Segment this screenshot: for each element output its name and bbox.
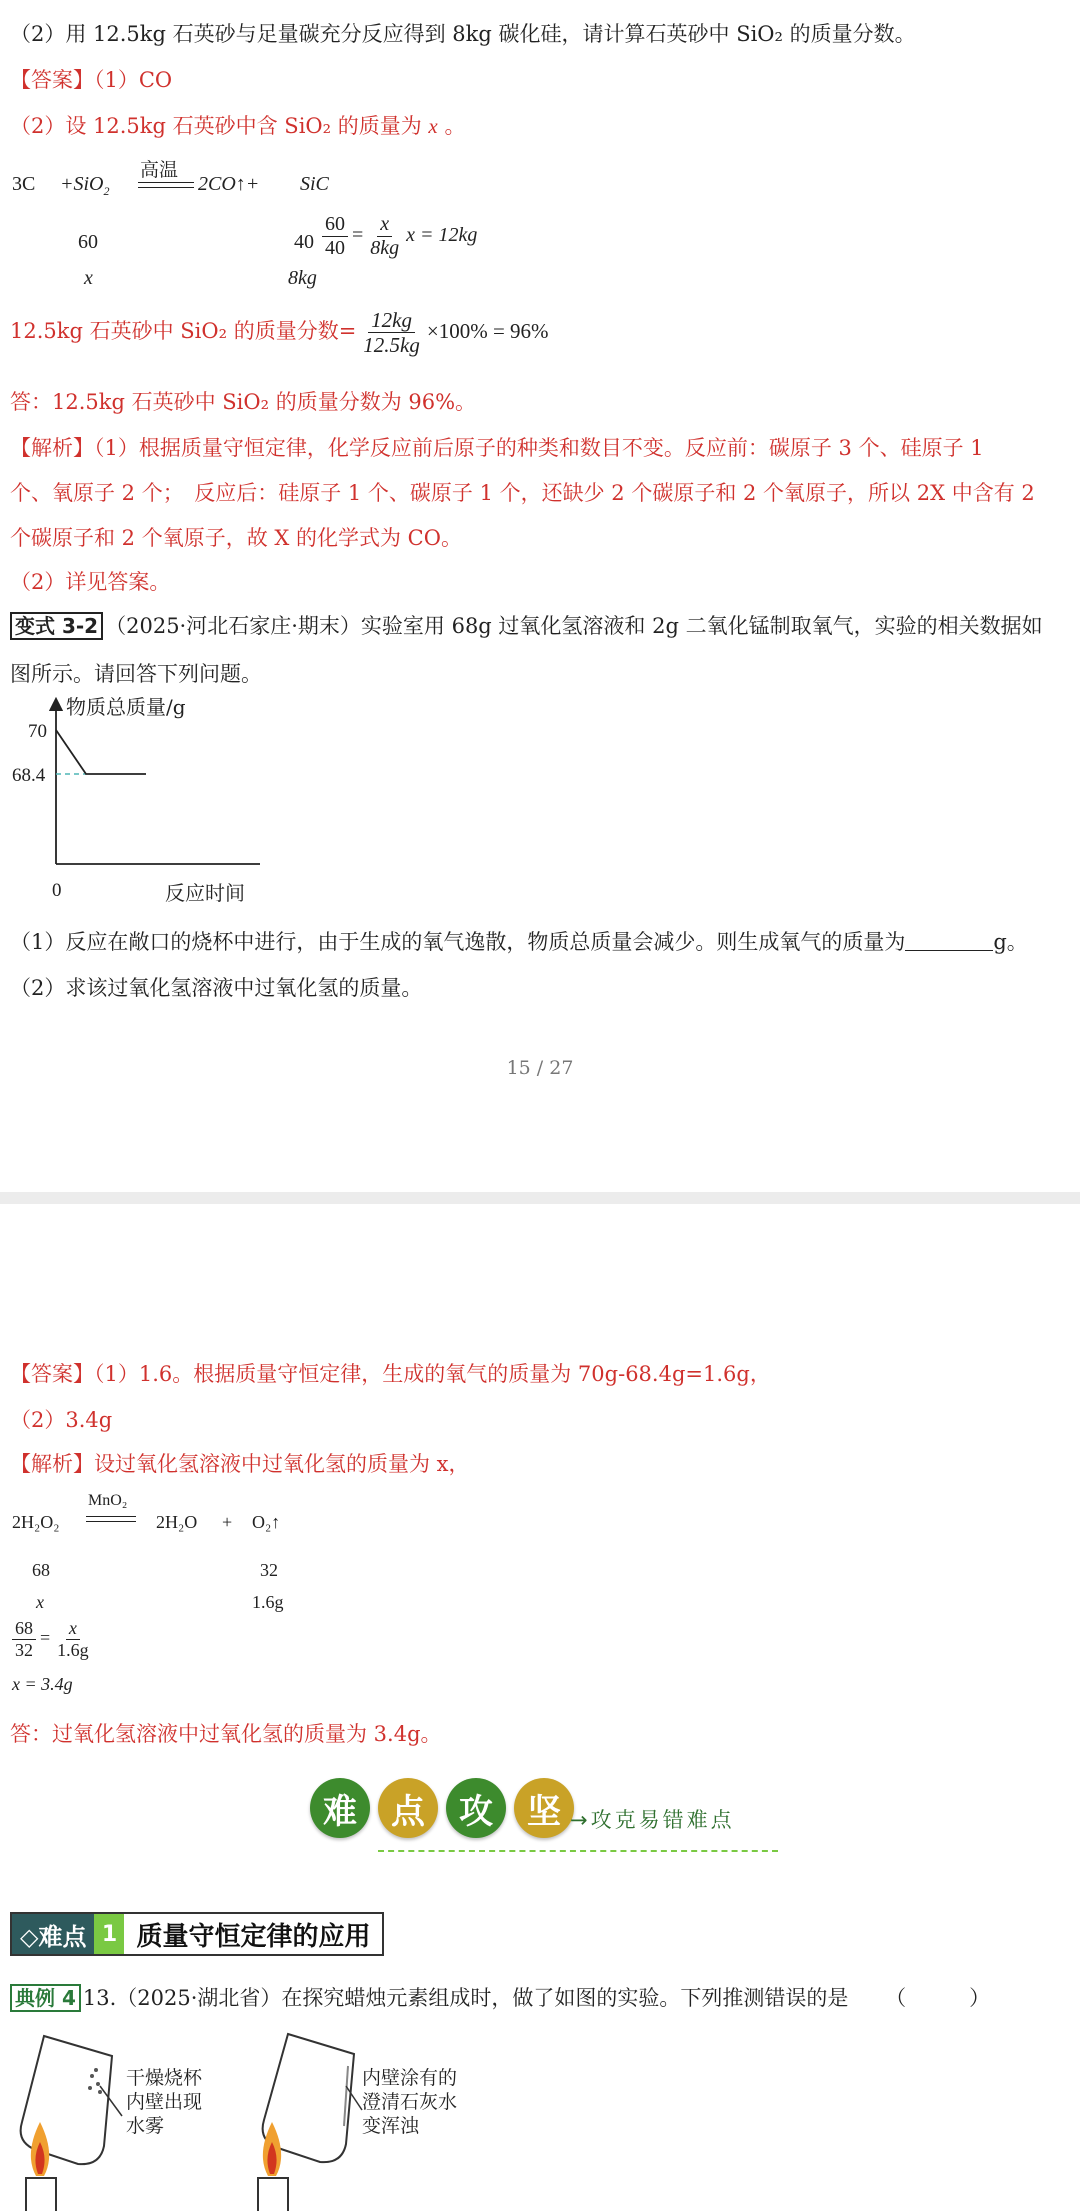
eq2-1-6g: 1.6g: [252, 1592, 284, 1612]
analysis-line-1: 【解析】（1）根据质量守恒定律，化学反应前后原子的种类和数目不变。反应前：碳原子 3 个、硅原子 1: [10, 436, 984, 460]
analysis-line-3: 个碳原子和 2 个氧原子，故 X 的化学式为 CO。: [10, 526, 462, 550]
eq2-double-line: [86, 1516, 136, 1522]
eq2-condition: MnO₂: [88, 1492, 128, 1509]
answer-2-end: 。: [444, 114, 466, 138]
eq1-condition: 高温: [140, 160, 179, 181]
eq1-c: 3C: [12, 173, 36, 195]
figure-label-2-line-1: 内壁涂有的: [362, 2067, 458, 2089]
eq1-double-line: [138, 182, 194, 188]
example-paren: （ ）: [885, 1986, 991, 2010]
eq2-proportion: $\frac{68}{32}$ = $\frac{x}{1.6g}$: [8, 1618, 96, 1660]
eq1-proportion: $\frac{60}{40}$ = $\frac{x}{8kg}$ x = 12kg: [318, 213, 477, 260]
eq1-x: x: [84, 267, 93, 289]
eq1-mass-2: 40: [294, 231, 314, 253]
chart-origin: 0: [52, 880, 62, 901]
eq2-x: x: [36, 1592, 44, 1612]
chart-tick-70: 70: [28, 721, 47, 742]
percentage-line: [10, 308, 549, 357]
banner-char-1: 难: [310, 1778, 370, 1838]
mass-time-chart: [0, 690, 300, 910]
equation-1: [12, 155, 572, 295]
chart-y-label: 物质总质量/g: [66, 695, 186, 719]
analysis-line-2: 个、氧原子 2 个； 反应后：硅原子 1 个、碳原子 1 个，还缺少 2 个碳原子和 2 个氧原子，所以 2X 中含有 2: [10, 481, 1035, 505]
eq2-plus: +: [222, 1512, 233, 1532]
banner-char-2: 点: [378, 1778, 438, 1838]
pct-fraction: $\frac{12kg}{12.5kg}$: [363, 308, 420, 358]
eq1-8kg: 8kg: [288, 267, 317, 289]
chart-x-label: 反应时间: [165, 881, 245, 905]
answer-2-text: （2）设 12.5kg 石英砂中含 SiO₂ 的质量为: [10, 114, 422, 138]
answer-line-1: [10, 64, 172, 94]
banner-char-3: 攻: [446, 1778, 506, 1838]
answer-statement-2: 答：过氧化氢溶液中过氧化氢的质量为 3.4g。: [10, 1722, 442, 1746]
pct-label: 12.5kg 石英砂中 SiO₂ 的质量分数=: [10, 319, 357, 344]
eq2-mass-1: 68: [32, 1560, 50, 1580]
p2-answer-line-1: 【答案】（1）1.6。根据质量守恒定律，生成的氧气的质量为 70g-68.4g=1.6g，: [10, 1362, 771, 1386]
example-line: 典例 4 13.（2025·湖北省）在探究蜡烛元素组成时，做了如图的实验。下列推测错误的是 （ ）: [10, 1982, 990, 2012]
answer-1: （1）CO: [94, 68, 173, 92]
section-label: ◇难点: [12, 1914, 94, 1954]
variant-tag: 变式 3-2: [10, 612, 103, 640]
eq2-result: x = 3.4g: [12, 1674, 73, 1694]
question-1-line: （1）反应在敞口的烧杯中进行，由于生成的氧气逸散，物质总质量会减少。则生成氧气的质量为 g。: [10, 930, 1028, 954]
pct-tail: ×100% = 96%: [426, 319, 549, 344]
page-number: 15 / 27: [506, 1057, 574, 1079]
candle-figure: [0, 2026, 500, 2211]
variant-line-2: 图所示。请回答下列问题。: [10, 662, 262, 686]
answer-line-2: [10, 110, 465, 140]
answer-statement-1: 答：12.5kg 石英砂中 SiO₂ 的质量分数为 96%。: [10, 390, 477, 414]
answer-2-var: x: [428, 114, 438, 138]
answer-blank[interactable]: [905, 930, 993, 951]
section-header: [10, 1912, 384, 1956]
eq2-o2: O₂↑: [252, 1512, 281, 1532]
eq1-sic: SiC: [300, 173, 329, 195]
section-title: 质量守恒定律的应用: [124, 1914, 382, 1954]
figure-label-1-line-1: 干燥烧杯: [126, 2067, 203, 2089]
equation-2: [12, 1488, 412, 1708]
answer-label: 【答案】: [10, 68, 94, 92]
question-2-line: （2）求该过氧化氢溶液中过氧化氢的质量。: [10, 976, 423, 1000]
banner-underline: [378, 1850, 778, 1852]
variant-line-1: 变式 3-2 （2025·河北石家庄·期末）实验室用 68g 过氧化氢溶液和 2g 二氧化锰制取氧气，实验的相关数据如: [10, 610, 1043, 640]
eq2-h2o: 2H₂O: [156, 1512, 198, 1532]
figure-label-2-line-3: 变浑浊: [362, 2115, 420, 2137]
chart-series-line: [56, 730, 146, 774]
page-separator: [0, 1192, 1080, 1204]
eq2-mass-2: 32: [260, 1560, 278, 1580]
eq1-mass-1: 60: [78, 231, 98, 253]
eq2-h2o2: 2H₂O₂: [12, 1512, 60, 1532]
p2-analysis: 【解析】设过氧化氢溶液中过氧化氢的质量为 x，: [10, 1452, 470, 1476]
section-number: 1: [94, 1914, 124, 1954]
figure-label-1-line-2: 内壁出现: [126, 2091, 203, 2113]
analysis-label: 【解析】: [10, 436, 94, 460]
example-tag: 典例 4: [10, 1984, 81, 2012]
eq1-sio2: +SiO$_2$: [60, 173, 110, 198]
figure-label-2-line-2: 澄清石灰水: [362, 2091, 458, 2113]
p2-answer-line-2: （2）3.4g: [10, 1408, 113, 1432]
eq1-co: 2CO↑+: [198, 173, 260, 195]
banner: [308, 1778, 778, 1858]
banner-subtitle: →攻克易错难点: [570, 1808, 735, 1832]
analysis-line-4: （2）详见答案。: [10, 570, 171, 594]
chart-tick-68-4: 68.4: [12, 765, 46, 786]
figure-label-1-line-3: 水雾: [126, 2115, 165, 2137]
question-2-text: （2）用 12.5kg 石英砂与足量碳充分反应得到 8kg 碳化硅，请计算石英砂中 SiO₂ 的质量分数。: [10, 22, 916, 46]
banner-char-4: 坚: [514, 1778, 574, 1838]
cropped-top-line: [10, 0, 610, 2]
